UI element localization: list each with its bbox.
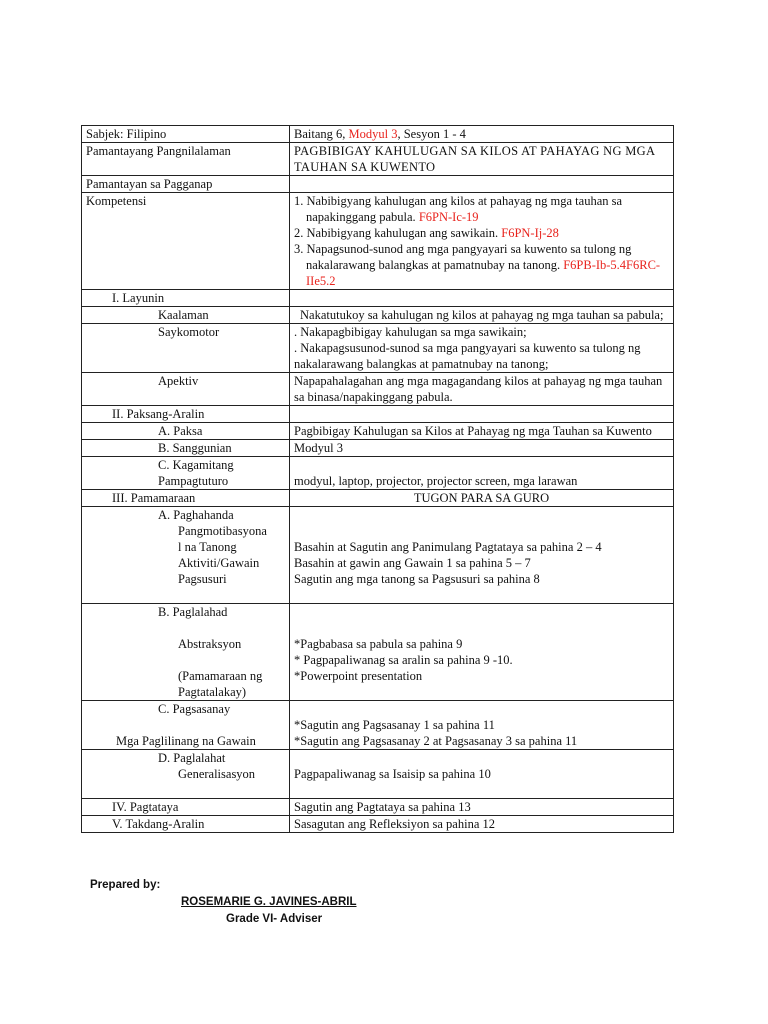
session-label: , Sesyon 1 - 4	[397, 127, 466, 141]
competency-code: F6PN-Ic-19	[418, 210, 479, 224]
apektiv-label: Apektiv	[82, 373, 290, 406]
kaalaman-label: Kaalaman	[82, 307, 290, 324]
table-row	[82, 750, 674, 799]
paglalahad-value: *Pagbabasa sa pabula sa pahina 9 * Pagpapaliwanag sa aralin sa pahina 9 -10. *Powerpoint presentation	[290, 604, 674, 701]
paghahanda-value: Basahin at Sagutin ang Panimulang Pagtataya sa pahina 2 – 4 Basahin at gawin ang Gawain 1 sa pahina 5 – 7 Sagutin ang mga tanong sa Pagsusuri sa pahina 8	[290, 507, 674, 604]
pamamaraan-label: III. Pamamaraan	[82, 490, 290, 507]
table-row	[82, 423, 674, 440]
kompetensi-list	[290, 193, 674, 290]
table-row	[82, 307, 674, 324]
paghahanda-label: A. Paghahanda Pangmotibasyona l na Tanong Aktiviti/Gawain Pagsusuri	[82, 507, 290, 604]
pagganap-value	[290, 176, 674, 193]
sanggunian-value: Modyul 3	[290, 440, 674, 457]
kagamitan-label: C. Kagamitang Pampagtuturo	[82, 457, 290, 490]
lesson-plan	[81, 125, 673, 833]
sanggunian-label: B. Sanggunian	[82, 440, 290, 457]
table-row	[82, 799, 674, 816]
pagsasanay-label: C. Pagsasanay Mga Paglilinang na Gawain	[82, 701, 290, 750]
saykomotor-label: Saykomotor	[82, 324, 290, 373]
pagganap-label: Pamantayan sa Pagganap	[82, 176, 290, 193]
table-row	[82, 143, 674, 176]
table-row	[82, 373, 674, 406]
paksa-label: A. Paksa	[82, 423, 290, 440]
apektiv-value: Napapahalagahan ang mga magagandang kilos at pahayag ng mga tauhan sa binasa/napakinggang pabula.	[290, 373, 674, 406]
paksa-value: Pagbibigay Kahulugan sa Kilos at Pahayag ng mga Tauhan sa Kuwento	[290, 423, 674, 440]
table-row	[82, 126, 674, 143]
table-row	[82, 816, 674, 833]
paksang-label: II. Paksang-Aralin	[82, 406, 290, 423]
prepared-by-label: Prepared by:	[90, 879, 161, 891]
layunin-label: I. Layunin	[82, 290, 290, 307]
pamantayang-value: PAGBIBIGAY KAHULUGAN SA KILOS AT PAHAYAG NG MGA TAUHAN SA KUWENTO	[290, 143, 674, 176]
saykomotor-value: . Nakapagbibigay kahulugan sa mga sawikain; . Nakapagsusunod-sunod sa mga pangyayari sa kuwento sa tulong ng nakalarawang balangkas at pamatnubay na tanong;	[290, 324, 674, 373]
table-row	[82, 193, 674, 290]
preparer-role: Grade VI- Adviser	[226, 913, 323, 925]
grade-cell	[290, 126, 674, 143]
pamantayang-label: Pamantayang Pangnilalaman	[82, 143, 290, 176]
module-label: Modyul 3	[348, 127, 398, 141]
kagamitan-value: modyul, laptop, projector, projector screen, mga larawan	[290, 457, 674, 490]
competency-code: F6PN-Ij-28	[501, 226, 559, 240]
table-row	[82, 604, 674, 701]
lesson-plan-table	[81, 125, 674, 833]
paglalahad-label: B. Paglalahad Abstraksyon (Pamamaraan ng Pagtatalakay)	[82, 604, 290, 701]
table-row	[82, 406, 674, 423]
grade-prefix: Baitang 6,	[294, 127, 349, 141]
kompetensi-item: 1. Nabibigyang kahulugan ang kilos at pahayag ng mga tauhan sa napakinggang pabula. F6PN-Ic-19	[294, 194, 623, 224]
tugon-label: TUGON PARA SA GURO	[290, 490, 674, 507]
table-row	[82, 507, 674, 604]
table-row	[82, 176, 674, 193]
paglalahat-label: D. Paglalahat Generalisasyon	[82, 750, 290, 799]
pagtataya-value: Sagutin ang Pagtataya sa pahina 13	[290, 799, 674, 816]
subject-cell: Sabjek: Filipino	[82, 126, 290, 143]
table-row	[82, 324, 674, 373]
paglalahat-value: Pagpapaliwanag sa Isaisip sa pahina 10	[290, 750, 674, 799]
table-row	[82, 457, 674, 490]
competency-code: F6PB-Ib-5.4F6RC-IIe5.2	[306, 258, 661, 288]
table-row	[82, 701, 674, 750]
kaalaman-value: Nakatutukoy sa kahulugan ng kilos at pahayag ng mga tauhan sa pabula;	[290, 307, 674, 324]
table-row	[82, 490, 674, 507]
pagtataya-label: IV. Pagtataya	[82, 799, 290, 816]
table-row	[82, 440, 674, 457]
kompetensi-item: 2. Nabibigyang kahulugan ang sawikain. F6PN-Ij-28	[294, 226, 559, 240]
pagsasanay-value: *Sagutin ang Pagsasanay 1 sa pahina 11 *Sagutin ang Pagsasanay 2 at Pagsasanay 3 sa pahina 11	[290, 701, 674, 750]
table-row	[82, 290, 674, 307]
kompetensi-item: 3. Napagsunod-sunod ang mga pangyayari sa kuwento sa tulong ng nakalarawang balangkas at pamatnubay na tanong. F6PB-Ib-5.4F6RC-IIe5.2	[294, 242, 661, 288]
takdang-label: V. Takdang-Aralin	[82, 816, 290, 833]
takdang-value: Sasagutan ang Refleksiyon sa pahina 12	[290, 816, 674, 833]
kompetensi-label: Kompetensi	[82, 193, 290, 290]
preparer-name: ROSEMARIE G. JAVINES-ABRIL	[181, 896, 357, 908]
